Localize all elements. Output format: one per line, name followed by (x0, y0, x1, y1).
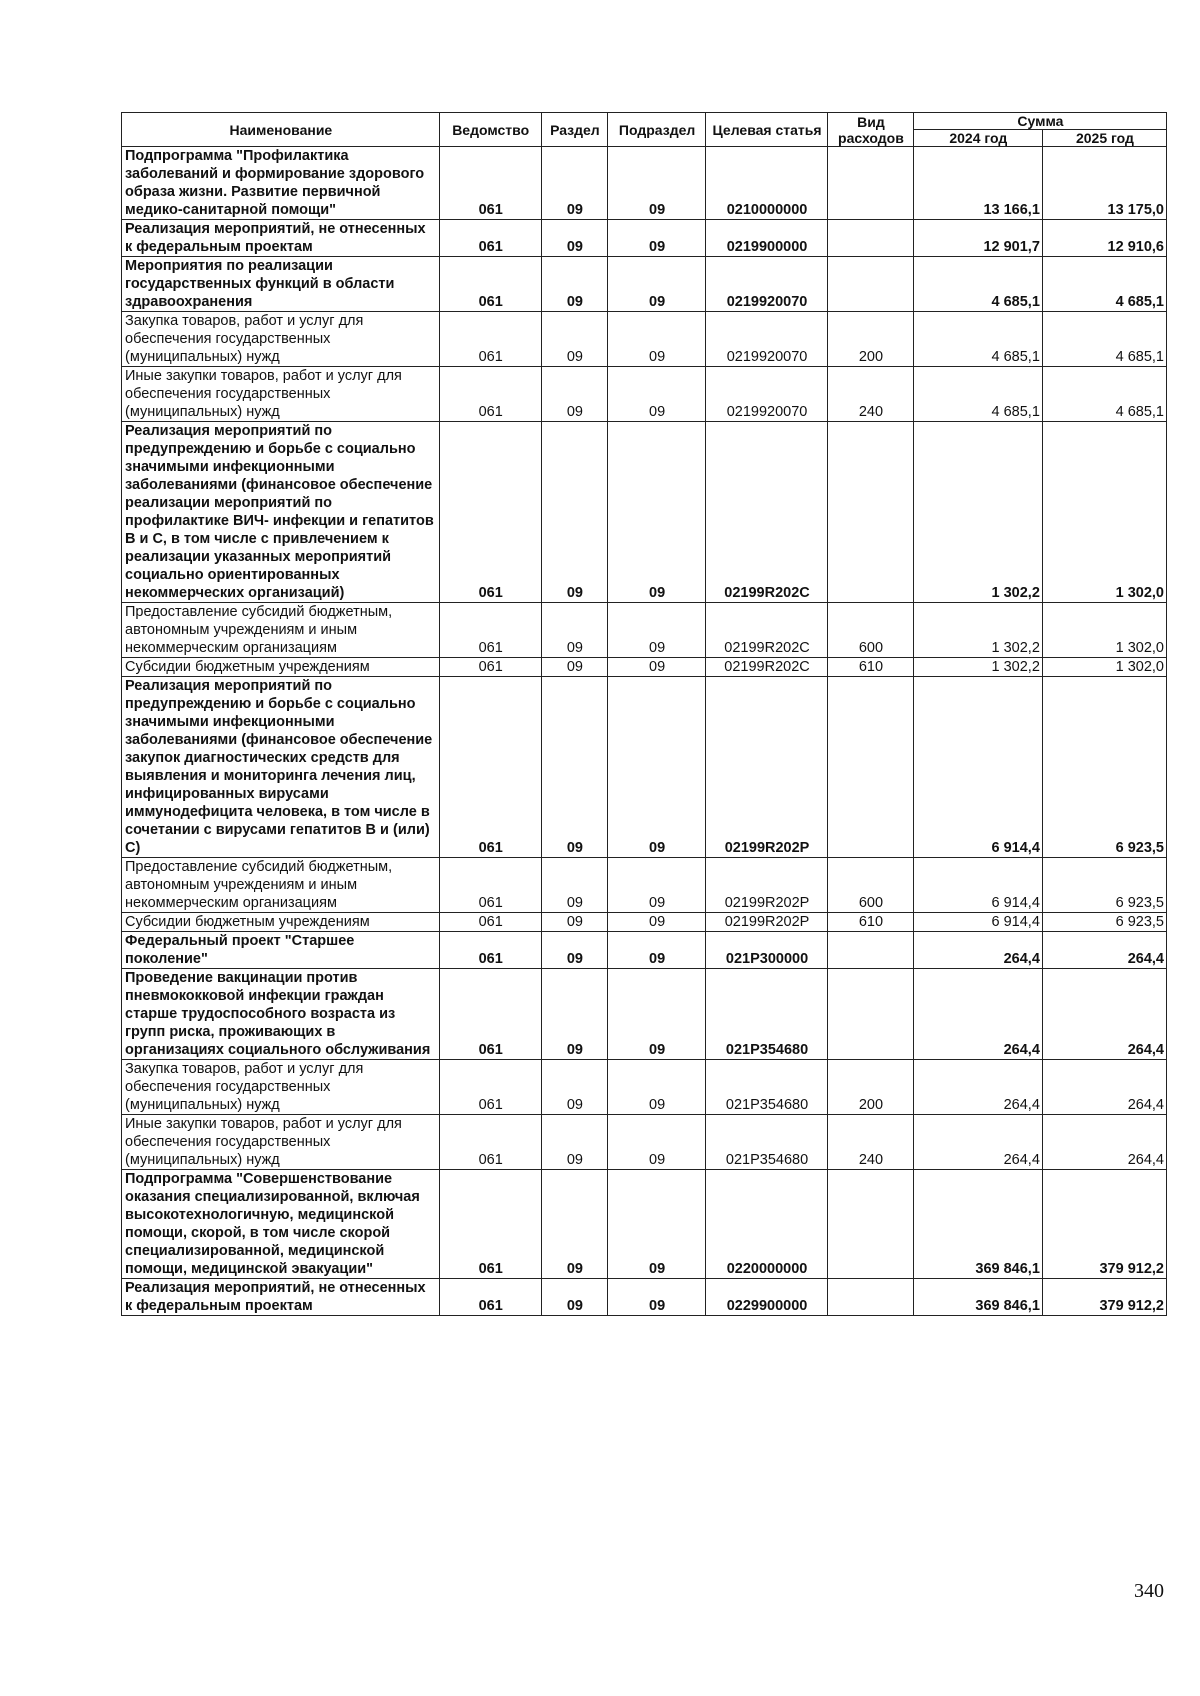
cell-section: 09 (541, 257, 608, 312)
cell-target-article: 0220000000 (706, 1170, 828, 1279)
cell-target-article: 0219900000 (706, 220, 828, 257)
table-row (122, 858, 1167, 913)
cell-sum-2024: 6 914,4 (913, 677, 1042, 858)
cell-sum-2024: 6 914,4 (913, 913, 1042, 932)
header-target-article: Целевая статья (706, 113, 828, 147)
cell-sum-2025: 4 685,1 (1042, 257, 1166, 312)
cell-section: 09 (541, 1115, 608, 1170)
cell-department: 061 (439, 658, 541, 677)
table-row (122, 1060, 1167, 1115)
cell-sum-2025: 379 912,2 (1042, 1279, 1166, 1316)
cell-department: 061 (439, 1279, 541, 1316)
cell-sum-2024: 13 166,1 (913, 147, 1042, 220)
cell-section: 09 (541, 147, 608, 220)
header-year-2025: 2025 год (1042, 130, 1166, 147)
cell-name: Подпрограмма "Профилактика заболеваний и формирование здорового образа жизни. Развитие первичной медико-санитарной помощи" (122, 147, 440, 220)
cell-target-article: 021P354680 (706, 969, 828, 1060)
cell-department: 061 (439, 969, 541, 1060)
cell-sum-2025: 12 910,6 (1042, 220, 1166, 257)
table-row (122, 969, 1167, 1060)
cell-target-article: 0219920070 (706, 367, 828, 422)
cell-section: 09 (541, 677, 608, 858)
table-row (122, 220, 1167, 257)
cell-section: 09 (541, 1170, 608, 1279)
cell-name: Подпрограмма "Совершенствование оказания специализированной, включая высокотехнологичную, медицинской помощи, скорой, в том числе скорой специализированной, медицинской помощи, медицинской эвакуации" (122, 1170, 440, 1279)
cell-subsection: 09 (608, 1279, 706, 1316)
cell-department: 061 (439, 220, 541, 257)
cell-expense-type: 200 (828, 1060, 914, 1115)
cell-department: 061 (439, 1060, 541, 1115)
cell-name: Иные закупки товаров, работ и услуг для обеспечения государственных (муниципальных) нужд (122, 1115, 440, 1170)
cell-department: 061 (439, 932, 541, 969)
cell-target-article: 021P354680 (706, 1115, 828, 1170)
cell-expense-type: 200 (828, 312, 914, 367)
cell-department: 061 (439, 858, 541, 913)
cell-target-article: 0229900000 (706, 1279, 828, 1316)
cell-name: Проведение вакцинации против пневмококковой инфекции граждан старше трудоспособного возраста из групп риска, проживающих в организациях социального обслуживания (122, 969, 440, 1060)
cell-subsection: 09 (608, 367, 706, 422)
cell-expense-type (828, 147, 914, 220)
cell-sum-2024: 369 846,1 (913, 1279, 1042, 1316)
cell-target-article: 0210000000 (706, 147, 828, 220)
cell-name: Иные закупки товаров, работ и услуг для обеспечения государственных (муниципальных) нужд (122, 367, 440, 422)
cell-subsection: 09 (608, 658, 706, 677)
table-row (122, 913, 1167, 932)
cell-sum-2025: 264,4 (1042, 932, 1166, 969)
cell-sum-2025: 264,4 (1042, 969, 1166, 1060)
cell-subsection: 09 (608, 220, 706, 257)
cell-target-article: 0219920070 (706, 257, 828, 312)
table-row (122, 1115, 1167, 1170)
cell-sum-2024: 264,4 (913, 969, 1042, 1060)
cell-department: 061 (439, 312, 541, 367)
cell-expense-type (828, 1170, 914, 1279)
cell-sum-2025: 1 302,0 (1042, 603, 1166, 658)
cell-expense-type (828, 677, 914, 858)
cell-department: 061 (439, 1170, 541, 1279)
cell-subsection: 09 (608, 677, 706, 858)
table-body (122, 147, 1167, 1316)
cell-section: 09 (541, 603, 608, 658)
cell-subsection: 09 (608, 312, 706, 367)
cell-subsection: 09 (608, 969, 706, 1060)
table-row (122, 422, 1167, 603)
header-expense-type: Вид расходов (828, 113, 914, 147)
cell-section: 09 (541, 932, 608, 969)
cell-name: Субсидии бюджетным учреждениям (122, 913, 440, 932)
cell-sum-2025: 6 923,5 (1042, 913, 1166, 932)
cell-department: 061 (439, 677, 541, 858)
cell-department: 061 (439, 913, 541, 932)
table-row (122, 1170, 1167, 1279)
cell-name: Мероприятия по реализации государственных функций в области здравоохранения (122, 257, 440, 312)
cell-target-article: 02199R202Р (706, 858, 828, 913)
header-subsection: Подраздел (608, 113, 706, 147)
page-number: 340 (1134, 1580, 1164, 1602)
cell-subsection: 09 (608, 1060, 706, 1115)
cell-sum-2024: 12 901,7 (913, 220, 1042, 257)
cell-subsection: 09 (608, 1115, 706, 1170)
cell-section: 09 (541, 913, 608, 932)
cell-sum-2025: 4 685,1 (1042, 367, 1166, 422)
cell-expense-type (828, 969, 914, 1060)
cell-target-article: 0219920070 (706, 312, 828, 367)
cell-sum-2024: 4 685,1 (913, 257, 1042, 312)
table-row (122, 257, 1167, 312)
cell-target-article: 02199R202С (706, 422, 828, 603)
header-sum: Сумма (913, 113, 1166, 130)
cell-name: Предоставление субсидий бюджетным, автономным учреждениям и иным некоммерческим организациям (122, 603, 440, 658)
cell-expense-type (828, 422, 914, 603)
cell-expense-type: 240 (828, 367, 914, 422)
cell-sum-2024: 6 914,4 (913, 858, 1042, 913)
cell-target-article: 02199R202Р (706, 677, 828, 858)
cell-expense-type: 610 (828, 913, 914, 932)
cell-sum-2024: 4 685,1 (913, 312, 1042, 367)
cell-subsection: 09 (608, 147, 706, 220)
table-row (122, 677, 1167, 858)
cell-target-article: 02199R202С (706, 658, 828, 677)
cell-department: 061 (439, 422, 541, 603)
cell-name: Реализация мероприятий по предупреждению и борьбе с социально значимыми инфекционными заболеваниями (финансовое обеспечение закупок диагностических средств для выявления и мониторинга лечения лиц, инфицированных вирусами иммунодефицита человека, в том числе в сочетании с вирусами гепатитов В и (или) С) (122, 677, 440, 858)
cell-name: Предоставление субсидий бюджетным, автономным учреждениям и иным некоммерческим организациям (122, 858, 440, 913)
cell-sum-2024: 1 302,2 (913, 658, 1042, 677)
cell-subsection: 09 (608, 1170, 706, 1279)
cell-subsection: 09 (608, 858, 706, 913)
cell-sum-2025: 1 302,0 (1042, 422, 1166, 603)
cell-name: Закупка товаров, работ и услуг для обеспечения государственных (муниципальных) нужд (122, 1060, 440, 1115)
cell-department: 061 (439, 1115, 541, 1170)
table-row (122, 1279, 1167, 1316)
cell-sum-2024: 264,4 (913, 1115, 1042, 1170)
cell-subsection: 09 (608, 932, 706, 969)
cell-section: 09 (541, 969, 608, 1060)
cell-sum-2024: 264,4 (913, 932, 1042, 969)
cell-sum-2025: 379 912,2 (1042, 1170, 1166, 1279)
cell-expense-type: 600 (828, 858, 914, 913)
cell-expense-type: 600 (828, 603, 914, 658)
table-row (122, 367, 1167, 422)
cell-name: Реализация мероприятий, не отнесенных к федеральным проектам (122, 220, 440, 257)
cell-target-article: 021P354680 (706, 1060, 828, 1115)
cell-section: 09 (541, 858, 608, 913)
cell-target-article: 021P300000 (706, 932, 828, 969)
header-department: Ведомство (439, 113, 541, 147)
budget-table (121, 112, 1167, 1316)
cell-department: 061 (439, 367, 541, 422)
cell-section: 09 (541, 220, 608, 257)
cell-department: 061 (439, 603, 541, 658)
cell-name: Реализация мероприятий по предупреждению и борьбе с социально значимыми инфекционными заболеваниями (финансовое обеспечение реализации мероприятий по профилактике ВИЧ- инфекции и гепатитов В и С, в том числе с привлечением к реализации указанных мероприятий социально ориентированных некоммерческих организаций) (122, 422, 440, 603)
cell-expense-type: 610 (828, 658, 914, 677)
cell-section: 09 (541, 312, 608, 367)
cell-section: 09 (541, 367, 608, 422)
cell-name: Реализация мероприятий, не отнесенных к федеральным проектам (122, 1279, 440, 1316)
cell-sum-2025: 13 175,0 (1042, 147, 1166, 220)
cell-expense-type (828, 932, 914, 969)
table-row (122, 658, 1167, 677)
header-year-2024: 2024 год (913, 130, 1042, 147)
cell-expense-type (828, 257, 914, 312)
cell-target-article: 02199R202С (706, 603, 828, 658)
cell-sum-2025: 264,4 (1042, 1115, 1166, 1170)
cell-section: 09 (541, 1060, 608, 1115)
cell-name: Федеральный проект "Старшее поколение" (122, 932, 440, 969)
table-row (122, 147, 1167, 220)
cell-sum-2024: 1 302,2 (913, 422, 1042, 603)
cell-sum-2025: 264,4 (1042, 1060, 1166, 1115)
cell-name: Закупка товаров, работ и услуг для обеспечения государственных (муниципальных) нужд (122, 312, 440, 367)
cell-department: 061 (439, 257, 541, 312)
table-row (122, 603, 1167, 658)
cell-expense-type (828, 1279, 914, 1316)
cell-subsection: 09 (608, 913, 706, 932)
header-section: Раздел (541, 113, 608, 147)
cell-name: Субсидии бюджетным учреждениям (122, 658, 440, 677)
table-row (122, 312, 1167, 367)
table-row (122, 932, 1167, 969)
cell-sum-2024: 4 685,1 (913, 367, 1042, 422)
header-name: Наименование (122, 113, 440, 147)
cell-sum-2025: 4 685,1 (1042, 312, 1166, 367)
cell-sum-2024: 264,4 (913, 1060, 1042, 1115)
cell-section: 09 (541, 422, 608, 603)
table-header (122, 113, 1167, 147)
cell-section: 09 (541, 1279, 608, 1316)
cell-target-article: 02199R202Р (706, 913, 828, 932)
cell-section: 09 (541, 658, 608, 677)
cell-sum-2025: 1 302,0 (1042, 658, 1166, 677)
cell-sum-2024: 369 846,1 (913, 1170, 1042, 1279)
cell-expense-type: 240 (828, 1115, 914, 1170)
cell-subsection: 09 (608, 603, 706, 658)
cell-department: 061 (439, 147, 541, 220)
cell-subsection: 09 (608, 422, 706, 603)
cell-subsection: 09 (608, 257, 706, 312)
cell-sum-2024: 1 302,2 (913, 603, 1042, 658)
cell-sum-2025: 6 923,5 (1042, 677, 1166, 858)
cell-sum-2025: 6 923,5 (1042, 858, 1166, 913)
cell-expense-type (828, 220, 914, 257)
